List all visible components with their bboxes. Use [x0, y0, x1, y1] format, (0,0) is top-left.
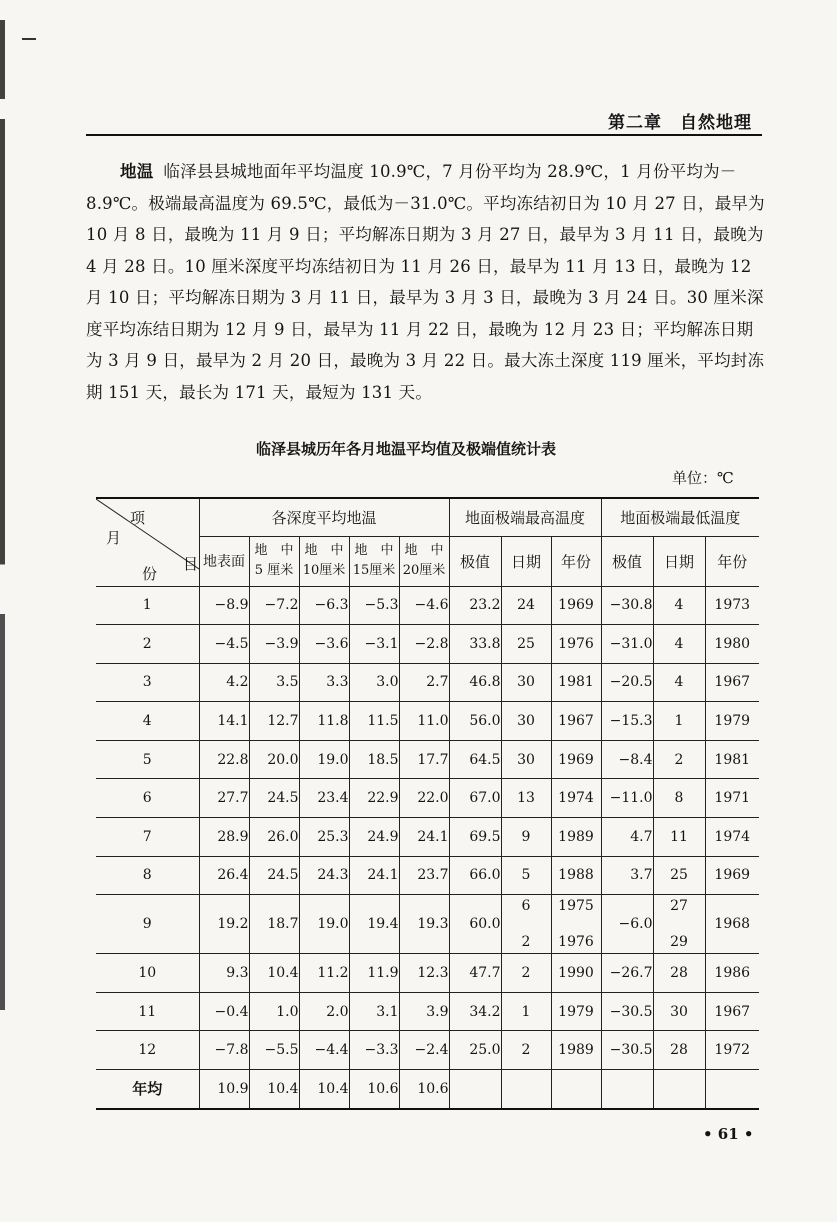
value-cell: 22.8 [199, 740, 249, 779]
date-cell: 5 [501, 856, 551, 895]
depth-prefix: 地 中 [304, 543, 344, 558]
date-cell: 30 [653, 992, 705, 1031]
annual-label: 年均 [96, 1070, 199, 1109]
low-dates-cell [653, 895, 705, 954]
value-cell: 11.9 [349, 954, 399, 993]
year-cell: 1989 [551, 818, 601, 857]
col-depth-10 [299, 536, 349, 586]
table-row [96, 992, 759, 1031]
depth-label: 20厘米 [402, 563, 446, 578]
value-cell: −30.5 [601, 992, 653, 1031]
value-cell: −3.1 [349, 625, 399, 664]
annual-row [96, 1070, 759, 1109]
date-cell: 2 [501, 1031, 551, 1070]
paragraph-body: 临泽县县城地面年平均温度 10.9℃，7 月份平均为 28.9℃，1 月份平均为－8.9℃。极端最高温度为 69.5℃，最低为－31.0℃。平均冻结初日为 10 月 27 日，最早为 10 月 8 日，最晚为 11 月 9 日；平均解冻日期为 3 月 27 日，最早为 3 月 11 日，最晚为 4 月 28 日。10 厘米深度平均冻结初日为 11 月 26 日，最早为 11 月 13 日，最晚为 12 月 10 日；平均解冻日期为 3 月 11 日，最早为 3 月 3 日，最晚为 3 月 24 日。30 厘米深度平均冻结日期为 12 月 9 日，最早为 11 月 22 日，最晚为 12 月 23 日；平均解冻日期为 3 月 9 日，最早为 2 月 20 日，最晚为 3 月 22 日。最大冻土深度 119 厘米，平均封冻期 151 天，最长为 171 天，最短为 131 天。 [86, 162, 765, 402]
table-unit: 单位：℃ [672, 469, 734, 487]
empty-cell [705, 1070, 759, 1109]
value-cell: 3.3 [299, 663, 349, 702]
month-cell: 1 [96, 586, 199, 625]
year-cell: 1968 [705, 895, 759, 954]
date-cell: 2 [501, 954, 551, 993]
date-cell: 9 [501, 818, 551, 857]
value-cell: 10.4 [249, 1070, 299, 1109]
table-corner-cell [96, 498, 199, 586]
month-cell: 4 [96, 702, 199, 741]
year-cell: 1988 [551, 856, 601, 895]
year-cell: 1969 [551, 740, 601, 779]
value-cell: 3.0 [349, 663, 399, 702]
table-row [96, 779, 759, 818]
year-cell: 1989 [551, 1031, 601, 1070]
date-cell: 30 [501, 740, 551, 779]
value-cell: 11.8 [299, 702, 349, 741]
group-average-depth: 各深度平均地温 [199, 498, 449, 536]
value-cell: 26.0 [249, 818, 299, 857]
value-cell: 11.5 [349, 702, 399, 741]
value-cell: 2.0 [299, 992, 349, 1031]
value-cell: 17.7 [399, 740, 449, 779]
month-cell: 3 [96, 663, 199, 702]
month-cell: 7 [96, 818, 199, 857]
col-low-year: 年份 [705, 536, 759, 586]
col-low-value: 极值 [601, 536, 653, 586]
value-cell: −6.3 [299, 586, 349, 625]
year-cell: 1967 [551, 702, 601, 741]
value-cell: 23.7 [399, 856, 449, 895]
depth-prefix: 地 中 [254, 543, 294, 558]
value-cell: −15.3 [601, 702, 653, 741]
year-cell: 1986 [705, 954, 759, 993]
value-cell: 26.4 [199, 856, 249, 895]
date-cell: 8 [653, 779, 705, 818]
month-cell: 12 [96, 1031, 199, 1070]
value-cell: 14.1 [199, 702, 249, 741]
value-cell: −20.5 [601, 663, 653, 702]
value-cell: 34.2 [449, 992, 501, 1031]
table-body-late [96, 954, 759, 1070]
date-value: 2 [521, 934, 531, 951]
date-cell: 2 [653, 740, 705, 779]
value-cell: −0.4 [199, 992, 249, 1031]
value-cell: 64.5 [449, 740, 501, 779]
value-cell: 24.5 [249, 779, 299, 818]
date-cell: 28 [653, 1031, 705, 1070]
col-depth-15 [349, 536, 399, 586]
empty-cell [449, 1070, 501, 1109]
paragraph-lead: 地温 [120, 162, 154, 181]
month-cell: 5 [96, 740, 199, 779]
value-cell: 25.0 [449, 1031, 501, 1070]
value-cell: 69.5 [449, 818, 501, 857]
empty-cell [601, 1070, 653, 1109]
corner-item-tail: 目 [183, 555, 199, 573]
depth-label: 15厘米 [352, 563, 396, 578]
empty-cell [653, 1070, 705, 1109]
value-cell: −3.9 [249, 625, 299, 664]
value-cell: 19.0 [299, 740, 349, 779]
year-cell: 1972 [705, 1031, 759, 1070]
value-cell: 19.0 [299, 895, 349, 954]
value-cell: 47.7 [449, 954, 501, 993]
value-cell: −7.8 [199, 1031, 249, 1070]
value-cell: 12.3 [399, 954, 449, 993]
value-cell: −3.3 [349, 1031, 399, 1070]
date-value: 6 [521, 898, 531, 915]
high-dates-cell [501, 895, 551, 954]
value-cell: −4.6 [399, 586, 449, 625]
col-low-date: 日期 [653, 536, 705, 586]
value-cell: 67.0 [449, 779, 501, 818]
body-paragraph [86, 156, 766, 408]
year-cell: 1969 [705, 856, 759, 895]
value-cell: 56.0 [449, 702, 501, 741]
value-cell: 24.3 [299, 856, 349, 895]
col-high-date: 日期 [501, 536, 551, 586]
year-value: 1975 [558, 898, 594, 915]
month-cell: 9 [96, 895, 199, 954]
year-cell: 1976 [551, 625, 601, 664]
value-cell: 25.3 [299, 818, 349, 857]
value-cell: 24.1 [399, 818, 449, 857]
col-high-value: 极值 [449, 536, 501, 586]
value-cell: 24.5 [249, 856, 299, 895]
value-cell: 10.9 [199, 1070, 249, 1109]
value-cell: −4.5 [199, 625, 249, 664]
value-cell: −4.4 [299, 1031, 349, 1070]
month-cell: 6 [96, 779, 199, 818]
table-body-early [96, 586, 759, 895]
corner-month-tail: 份 [142, 565, 158, 583]
value-cell: 33.8 [449, 625, 501, 664]
depth-label: 10厘米 [302, 563, 346, 578]
date-cell: 4 [653, 663, 705, 702]
table-row [96, 1031, 759, 1070]
table-row [96, 625, 759, 664]
value-cell: −3.6 [299, 625, 349, 664]
empty-cell [501, 1070, 551, 1109]
year-cell: 1967 [705, 992, 759, 1031]
value-cell: 60.0 [449, 895, 501, 954]
value-cell: 4.2 [199, 663, 249, 702]
chapter-header: 第二章 自然地理 [608, 113, 752, 133]
table-row [96, 895, 759, 954]
date-cell: 28 [653, 954, 705, 993]
year-cell: 1973 [705, 586, 759, 625]
date-cell: 4 [653, 625, 705, 664]
date-cell: 30 [501, 663, 551, 702]
value-cell: 10.4 [299, 1070, 349, 1109]
value-cell: 22.0 [399, 779, 449, 818]
year-cell: 1971 [705, 779, 759, 818]
table-title: 临泽县城历年各月地温平均值及极端值统计表 [256, 440, 557, 458]
value-cell: 27.7 [199, 779, 249, 818]
value-cell: 18.7 [249, 895, 299, 954]
depth-label: 5 厘米 [254, 563, 294, 578]
value-cell: −26.7 [601, 954, 653, 993]
value-cell: 3.7 [601, 856, 653, 895]
month-cell: 2 [96, 625, 199, 664]
year-cell: 1981 [551, 663, 601, 702]
ground-temperature-table [96, 497, 759, 1110]
col-depth-5 [249, 536, 299, 586]
col-high-year: 年份 [551, 536, 601, 586]
value-cell: −30.8 [601, 586, 653, 625]
value-cell: −2.8 [399, 625, 449, 664]
depth-prefix: 地 中 [354, 543, 394, 558]
value-cell: 1.0 [249, 992, 299, 1031]
value-cell: 10.6 [399, 1070, 449, 1109]
value-cell: −31.0 [601, 625, 653, 664]
table-row [96, 818, 759, 857]
month-cell: 8 [96, 856, 199, 895]
table-row [96, 954, 759, 993]
value-cell: 10.4 [249, 954, 299, 993]
date-value: 27 [670, 898, 688, 915]
value-cell: 20.0 [249, 740, 299, 779]
value-cell: 18.5 [349, 740, 399, 779]
year-cell: 1981 [705, 740, 759, 779]
year-cell: 1979 [551, 992, 601, 1031]
value-cell: 24.9 [349, 818, 399, 857]
value-cell: 23.4 [299, 779, 349, 818]
value-cell: −11.0 [601, 779, 653, 818]
group-extreme-high: 地面极端最高温度 [449, 498, 601, 536]
value-cell: 23.2 [449, 586, 501, 625]
date-cell: 30 [501, 702, 551, 741]
date-cell: 1 [653, 702, 705, 741]
empty-cell [551, 1070, 601, 1109]
year-cell: 1967 [705, 663, 759, 702]
value-cell: 3.1 [349, 992, 399, 1031]
table-row [96, 740, 759, 779]
year-cell: 1990 [551, 954, 601, 993]
month-cell: 10 [96, 954, 199, 993]
corner-item: 项 [130, 509, 146, 527]
year-cell: 1980 [705, 625, 759, 664]
value-cell: 24.1 [349, 856, 399, 895]
group-extreme-low: 地面极端最低温度 [601, 498, 759, 536]
value-cell: −5.3 [349, 586, 399, 625]
value-cell: −6.0 [601, 895, 653, 954]
table-row [96, 702, 759, 741]
value-cell: 19.3 [399, 895, 449, 954]
margin-tick [22, 38, 36, 40]
year-cell: 1974 [705, 818, 759, 857]
date-cell: 1 [501, 992, 551, 1031]
value-cell: 2.7 [399, 663, 449, 702]
date-cell: 25 [653, 856, 705, 895]
year-value: 1976 [558, 934, 594, 951]
date-cell: 4 [653, 586, 705, 625]
value-cell: 11.0 [399, 702, 449, 741]
page-number: • 61 • [703, 1125, 754, 1143]
value-cell: 3.5 [249, 663, 299, 702]
date-cell: 13 [501, 779, 551, 818]
corner-month: 月 [106, 529, 122, 547]
table-row [96, 856, 759, 895]
value-cell: 22.9 [349, 779, 399, 818]
value-cell: 28.9 [199, 818, 249, 857]
binding-edge [0, 20, 5, 1010]
value-cell: 3.9 [399, 992, 449, 1031]
value-cell: 46.8 [449, 663, 501, 702]
year-cell: 1979 [705, 702, 759, 741]
col-surface: 地表面 [199, 536, 249, 586]
high-years-cell [551, 895, 601, 954]
value-cell: −8.9 [199, 586, 249, 625]
value-cell: 4.7 [601, 818, 653, 857]
year-cell: 1969 [551, 586, 601, 625]
value-cell: 19.4 [349, 895, 399, 954]
date-cell: 25 [501, 625, 551, 664]
table-row [96, 586, 759, 625]
date-cell: 11 [653, 818, 705, 857]
year-cell: 1974 [551, 779, 601, 818]
header-rule [86, 134, 762, 136]
value-cell: −8.4 [601, 740, 653, 779]
col-depth-20 [399, 536, 449, 586]
value-cell: 9.3 [199, 954, 249, 993]
value-cell: 12.7 [249, 702, 299, 741]
table-row [96, 663, 759, 702]
depth-prefix: 地 中 [404, 543, 444, 558]
value-cell: −2.4 [399, 1031, 449, 1070]
value-cell: −7.2 [249, 586, 299, 625]
date-value: 29 [670, 934, 688, 951]
value-cell: −30.5 [601, 1031, 653, 1070]
value-cell: 10.6 [349, 1070, 399, 1109]
value-cell: −5.5 [249, 1031, 299, 1070]
date-cell: 24 [501, 586, 551, 625]
value-cell: 19.2 [199, 895, 249, 954]
value-cell: 11.2 [299, 954, 349, 993]
month-cell: 11 [96, 992, 199, 1031]
value-cell: 66.0 [449, 856, 501, 895]
